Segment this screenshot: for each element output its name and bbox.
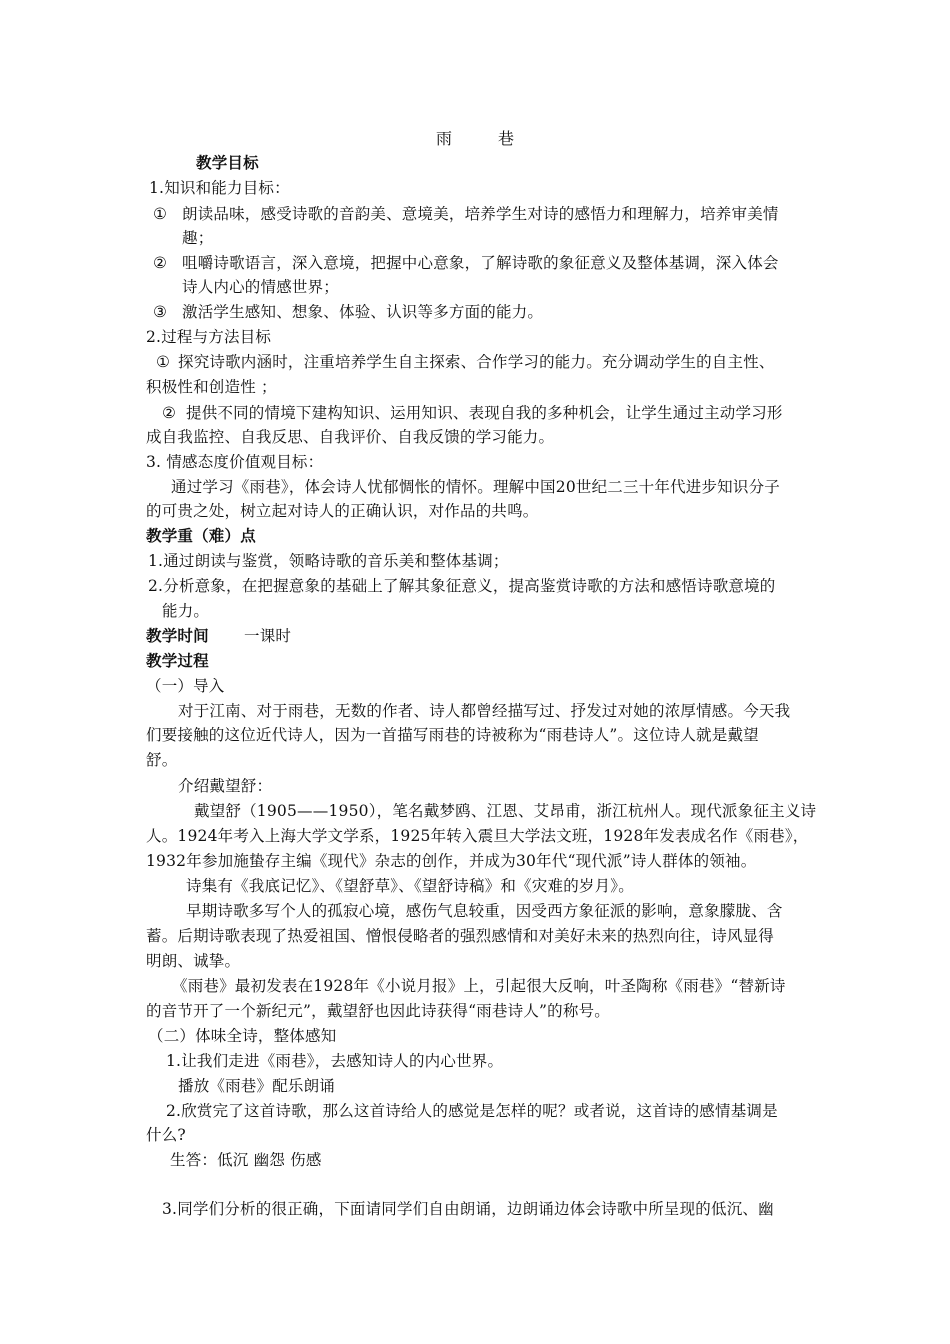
goal-2-item-2-num: ② — [162, 404, 177, 422]
goal-2-heading: 2.过程与方法目标 — [146, 328, 272, 346]
time-heading: 教学时间 — [146, 626, 209, 645]
goal-1-heading: 1.知识和能力目标： — [149, 179, 290, 197]
pub-line-1: 《雨巷》最初发表在1928年《小说月报》上，引起很大反响，叶圣陶称《雨巷》“替新诗 — [172, 977, 786, 995]
goal-2-item-1-cont: 积极性和创造性 ； — [146, 378, 277, 396]
early-line-1: 早期诗歌多写个人的孤寂心境，感伤气息较重，因受西方象征派的影响，意象朦胧、含 — [186, 902, 783, 920]
question-1: 1.让我们走进《雨巷》，去感知诗人的内心世界。 — [166, 1052, 504, 1070]
question-2-line-2: 什么? — [146, 1126, 186, 1144]
goal-1-item-2-cont: 诗人内心的情感世界； — [182, 278, 340, 296]
goal-1-item-2-num: ② — [153, 254, 168, 272]
dai-line-3: 1932年参加施蛰存主编《现代》杂志的创作，并成为30年代“现代派”诗人群体的领袖。 — [146, 852, 757, 870]
key-point-2-cont: 能力。 — [162, 602, 210, 620]
process-heading: 教学过程 — [146, 651, 209, 670]
intro-dai-label: 介绍戴望舒： — [178, 777, 273, 795]
goal-2-item-2: 提供不同的情境下建构知识、运用知识、表现自我的多种机会，让学生通过主动学习形 — [186, 404, 783, 422]
step-1-heading: （一）导入 — [146, 677, 225, 695]
goal-2-item-2-cont: 成自我监控、自我反思、自我评价、自我反馈的学习能力。 — [146, 428, 555, 446]
early-line-2: 蓄。后期诗歌表现了热爱祖国、憎恨侵略者的强烈感情和对美好未来的热烈向往，诗风显得 — [146, 927, 775, 945]
goals-heading: 教学目标 — [196, 153, 259, 172]
key-point-1: 1.通过朗读与鉴赏，领略诗歌的音乐美和整体基调； — [148, 552, 509, 570]
student-answer: 生答：低沉 幽怨 伤感 — [170, 1151, 322, 1169]
goal-3-heading: 3. 情感态度价值观目标： — [146, 453, 324, 471]
goal-2-item-1-num: ① — [156, 353, 171, 371]
dai-line-1: 戴望舒（1905——1950），笔名戴梦鸥、江恩、艾昂甫，浙江杭州人。现代派象征主义诗 — [194, 802, 817, 820]
goal-3-paragraph-line-2: 的可贵之处，树立起对诗人的正确认识，对作品的共鸣。 — [146, 502, 539, 520]
goal-1-item-2: 咀嚼诗歌语言，深入意境，把握中心意象，了解诗歌的象征意义及整体基调，深入体会 — [182, 254, 779, 272]
question-2-line-1: 2.欣赏完了这首诗歌，那么这首诗给人的感觉是怎样的呢？或者说，这首诗的感情基调是 — [166, 1102, 778, 1120]
title-char-2: 巷 — [498, 129, 515, 148]
intro-line-1: 对于江南、对于雨巷，无数的作者、诗人都曾经描写过、抒发过对她的浓厚情感。今天我 — [178, 702, 791, 720]
intro-line-2: 们要接触的这位近代诗人，因为一首描写雨巷的诗被称为“雨巷诗人”。这位诗人就是戴望 — [146, 726, 759, 744]
early-line-3: 明朗、诚挚。 — [146, 952, 241, 970]
goal-1-item-1: 朗读品味，感受诗歌的音韵美、意境美，培养学生对诗的感悟力和理解力，培养审美情 — [182, 205, 779, 223]
key-points-heading: 教学重（难）点 — [146, 526, 256, 545]
title-char-1: 雨 — [435, 129, 452, 148]
dai-line-4: 诗集有《我底记忆》、《望舒草》、《望舒诗稿》和《灾难的岁月》。 — [186, 877, 634, 895]
key-point-2: 2.分析意象，在把握意象的基础上了解其象征意义，提高鉴赏诗歌的方法和感悟诗歌意境的 — [148, 577, 776, 595]
dai-line-2: 人。1924年考入上海大学文学系，1925年转入震旦大学法文班，1928年发表成名作《雨巷》， — [146, 827, 809, 845]
step-2-heading: （二）体味全诗，整体感知 — [148, 1027, 337, 1045]
goal-1-item-3: 激活学生感知、想象、体验、认识等多方面的能力。 — [182, 303, 544, 321]
question-1-play: 播放《雨巷》配乐朗诵 — [178, 1077, 336, 1095]
goal-1-item-1-cont: 趣； — [182, 229, 214, 247]
goal-3-paragraph-line-1: 通过学习《雨巷》，体会诗人忧郁惆怅的情怀。理解中国20世纪二三十年代进步知识分子 — [171, 478, 780, 496]
goal-1-item-3-num: ③ — [153, 303, 168, 321]
time-value: 一课时 — [244, 627, 292, 645]
goal-2-item-1: 探究诗歌内涵时，注重培养学生自主探索、合作学习的能力。充分调动学生的自主性、 — [178, 353, 775, 371]
page-title — [0, 126, 950, 149]
intro-line-3: 舒。 — [146, 751, 178, 769]
goal-1-item-1-num: ① — [153, 205, 168, 223]
question-3: 3.同学们分析的很正确，下面请同学们自由朗诵，边朗诵边体会诗歌中所呈现的低沉、幽 — [162, 1200, 774, 1218]
pub-line-2: 的音节开了一个新纪元”，戴望舒也因此诗获得“雨巷诗人”的称号。 — [146, 1002, 610, 1020]
